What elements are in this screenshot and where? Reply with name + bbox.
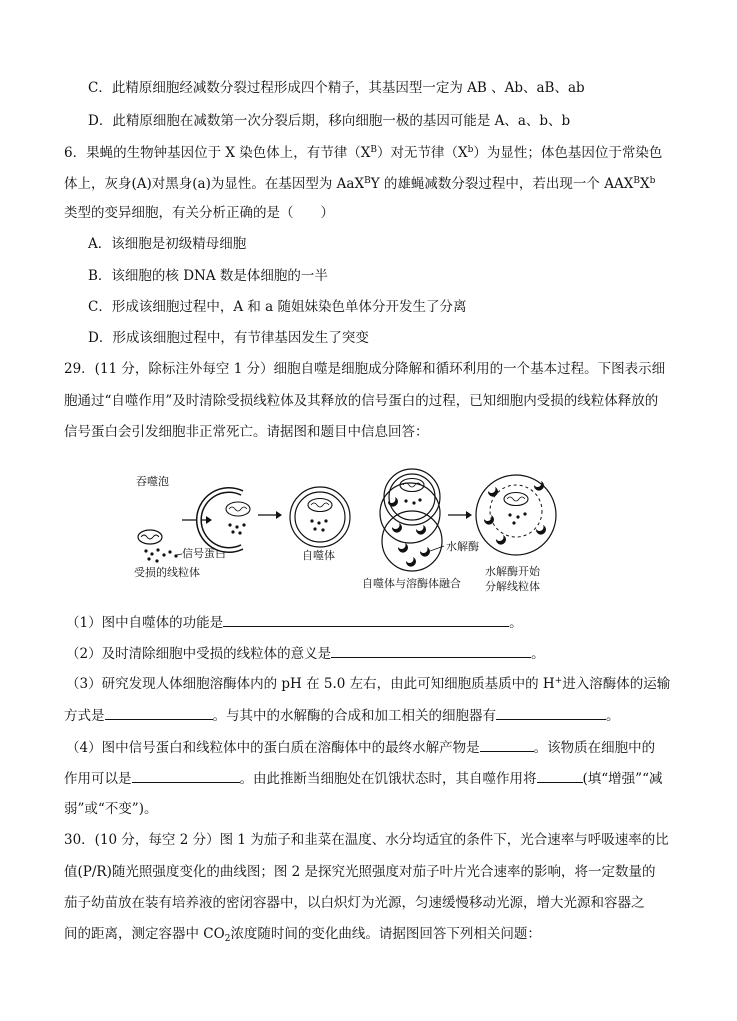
q30-stem-line2: 值(P/R)随光照强度变化的曲线图；图 2 是探究光照强度对茄子叶片光合速率的影响，将一定数量的: [64, 864, 656, 880]
q29-sub4-line1: （4）图中信号蛋白和线粒体中的蛋白质在溶酶体中的最终水解产物是 。该物质在细胞中的: [66, 737, 737, 758]
q6-option-b: B．该细胞的核 DNA 数是体细胞的一半: [88, 268, 328, 284]
q29-stem-line1: 29．(11 分，除标注外每空 1 分）细胞自噬是细胞成分降解和循环利用的一个基本过程。下图表示细: [64, 361, 666, 377]
q29-stem-line3: 信号蛋白会引发细胞非正常死亡。请据图和题目中信息回答：: [64, 424, 429, 440]
q5-option-c: C．此精原细胞经减数分裂过程形成四个精子，其基因型一定为 AB 、Ab、aB、ab: [88, 80, 585, 96]
hydrolase-degrading-mitochondrion: [476, 475, 556, 555]
signal-protein-dots-left: [144, 548, 177, 562]
q30-stem-line4: 间的距离，测定容器中 $CO_2$浓度随时间的变化曲线。请据图回答下列相关问题：: [64, 926, 541, 944]
label-degrade-line1: 水解酶开始: [485, 565, 540, 578]
q6-option-c: C．形成该细胞过程中，A 和 a 随姐妹染色单体分开发生了分离: [88, 299, 467, 315]
q30-stem-line1: 30．(10 分，每空 2 分）图 1 为茄子和韭菜在温度、水分均适宜的条件下，光合速率与呼吸速率的比: [64, 832, 669, 848]
q6-stem-line1: 6．果蝇的生物钟基因位于 X 染色体上，有节律$(X^B)$对无节律$(X^b)$为显性；体色基因位于常染色: [64, 145, 663, 161]
q6-stem-line3: 类型的变异细胞，有关分析正确的是（ ）: [64, 205, 334, 221]
q29-sub1: （1）图中自噬体的功能是 。: [66, 612, 737, 633]
blank-7[interactable]: [537, 768, 583, 783]
q30-stem-line3: 茄子幼苗放在装有培养液的密闭容器中，以白炽灯为光源，匀速缓慢移动光源，增大光源和容器之: [64, 895, 645, 911]
blank-3[interactable]: [105, 705, 213, 720]
autophagosome: [290, 487, 350, 547]
label-phagophore: 吞噬泡: [136, 475, 169, 488]
q29-sub2: （2）及时清除细胞中受损的线粒体的意义是 。: [66, 643, 737, 664]
autophagosome-lysosome-fusion: [380, 469, 444, 571]
label-hydrolase: 水解酶: [446, 540, 479, 553]
arrow-3: [448, 511, 472, 519]
q29-sub3-line1: （3）研究发现人体细胞溶酶体内的 pH 在 5.0 左右，由此可知细胞质基质中的 H+进入溶酶体的运输: [66, 676, 671, 692]
q6-option-d: D．形成该细胞过程中，有节律基因发生了突变: [88, 330, 369, 346]
q29-sub4-line3: 弱”或“不变”)。: [64, 801, 158, 817]
damaged-mitochondrion: [138, 530, 162, 544]
q29-sub3-line2: 方式是 。与其中的水解酶的合成和加工相关的细胞器有 。: [64, 705, 737, 726]
q29-stem-line2: 胞通过“自噬作用”及时清除受损线粒体及其释放的信号蛋白的过程，已知细胞内受损的线粒体释放的: [64, 393, 659, 409]
label-autophagosome: 自噬体: [302, 549, 335, 562]
blank-5[interactable]: [480, 737, 534, 752]
label-signal-protein: 信号蛋白: [182, 547, 226, 560]
label-damaged-mito: 受损的线粒体: [134, 566, 200, 579]
blank-6[interactable]: [132, 768, 240, 783]
q6-stem-line2: 体上，灰身(A)对黑身(a)为显性。在基因型为 AaX$^B$Y 的雄蝇减数分裂过程中，若出现一个 $AAX^BX^b$: [64, 176, 656, 192]
blank-1[interactable]: [223, 612, 509, 627]
q5-option-d: D．此精原细胞在减数第一次分裂后期，移向细胞一极的基因可能是 A、a、b、b: [88, 113, 571, 129]
arrow-2: [258, 511, 282, 519]
q29-sub4-line2: 作用可以是 。由此推断当细胞处在饥饿状态时，其自噬作用将 (填“增强”“减: [64, 768, 737, 789]
blank-2[interactable]: [331, 643, 531, 658]
label-fusion: 自噬体与溶酶体融合: [362, 577, 461, 590]
blank-4[interactable]: [496, 705, 606, 720]
q6-option-a: A．该细胞是初级精母细胞: [88, 236, 247, 252]
label-degrade-line2: 分解线粒体: [485, 580, 540, 593]
autophagy-figure: [130, 455, 570, 595]
